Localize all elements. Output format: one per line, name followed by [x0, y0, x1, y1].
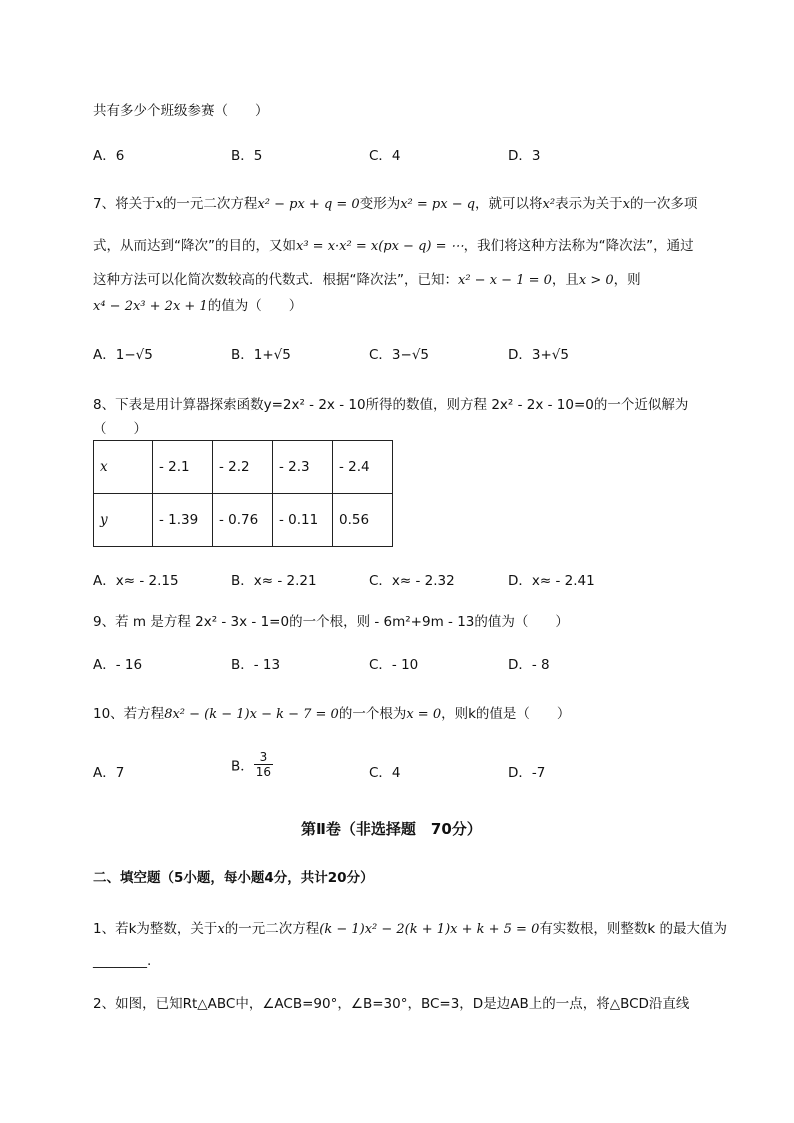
- q7-line-1: 7、将关于x的一元二次方程x² − px + q = 0变形为x² = px − q，就可以将x²表示为关于x的一次多项: [93, 196, 698, 212]
- q7-option-b[interactable]: B．1+√5: [231, 347, 291, 363]
- q6-option-c[interactable]: C．4: [369, 148, 401, 164]
- q10-option-a[interactable]: A．7: [93, 765, 125, 781]
- q7-option-d[interactable]: D．3+√5: [508, 347, 569, 363]
- fill-question-1: 1、若k为整数，关于x的一元二次方程(k − 1)x² − 2(k + 1)x + k + 5 = 0有实数根，则整数k 的最大值为: [93, 921, 727, 937]
- table-cell: - 2.2: [213, 441, 273, 494]
- q10-option-d[interactable]: D．-7: [508, 765, 546, 781]
- table-cell: 0.56: [333, 494, 393, 547]
- q7-option-a[interactable]: A．1−√5: [93, 347, 153, 363]
- q8-line-1: 8、下表是用计算器探索函数y=2x² - 2x - 10所得的数值，则方程 2x² - 2x - 10=0的一个近似解为: [93, 397, 689, 413]
- table-row: [94, 441, 393, 494]
- table-cell: - 2.1: [153, 441, 213, 494]
- q7-line-3: 这种方法可以化简次数较高的代数式．根据“降次法”，已知：x² − x − 1 = 0，且x > 0，则: [93, 272, 641, 288]
- q8-option-c[interactable]: C．x≈ - 2.32: [369, 573, 455, 589]
- fraction: [254, 750, 273, 779]
- q9-option-a[interactable]: A．- 16: [93, 657, 143, 673]
- q9-text: 9、若 m 是方程 2x² - 3x - 1=0的一个根，则 - 6m²+9m - 13的值为（ ）: [93, 614, 569, 630]
- q9-option-c[interactable]: C．- 10: [369, 657, 419, 673]
- q6-option-b[interactable]: B．5: [231, 148, 263, 164]
- q8-value-table: [93, 440, 393, 547]
- q8-option-a[interactable]: A．x≈ - 2.15: [93, 573, 179, 589]
- q8-line-2: （ ）: [93, 421, 147, 437]
- q9-option-d[interactable]: D．- 8: [508, 657, 550, 673]
- table-cell: - 0.11: [273, 494, 333, 547]
- table-row: [94, 494, 393, 547]
- q8-option-d[interactable]: D．x≈ - 2.41: [508, 573, 595, 589]
- section-heading: 二、填空题（5小题，每小题4分，共计20分）: [93, 870, 374, 886]
- fill-question-2: 2、如图，已知Rt△ABC中，∠ACB=90°，∠B=30°，BC=3，D是边AB上的一点，将△BCD沿直线: [93, 996, 690, 1012]
- table-header-x: x: [94, 441, 153, 494]
- answer-blank[interactable]: ________.: [93, 953, 152, 969]
- q6-option-d[interactable]: D．3: [508, 148, 541, 164]
- q8-option-b[interactable]: B．x≈ - 2.21: [231, 573, 317, 589]
- q10-option-b-label: B．: [231, 758, 254, 775]
- q7-line-2: 式，从而达到“降次”的目的，又如x³ = x·x² = x(px − q) = ⋯，我们将这种方法称为“降次法”，通过: [93, 238, 694, 254]
- table-cell: - 2.4: [333, 441, 393, 494]
- q7-line-4: x⁴ − 2x³ + 2x + 1的值为（ ）: [93, 298, 303, 314]
- q10-option-c[interactable]: C．4: [369, 765, 401, 781]
- fraction-numerator: 3: [254, 750, 273, 765]
- q7-option-c[interactable]: C．3−√5: [369, 347, 430, 363]
- q10-text: 10、若方程8x² − (k − 1)x − k − 7 = 0的一个根为x = 0，则k的值是（ ）: [93, 706, 571, 722]
- q10-option-b[interactable]: [231, 750, 273, 779]
- part-2-title: 第Ⅱ卷（非选择题 70分）: [301, 820, 482, 838]
- table-cell: - 2.3: [273, 441, 333, 494]
- fraction-denominator: 16: [255, 765, 272, 779]
- table-cell: - 1.39: [153, 494, 213, 547]
- table-cell: - 0.76: [213, 494, 273, 547]
- q6-option-a[interactable]: A．6: [93, 148, 125, 164]
- q9-option-b[interactable]: B．- 13: [231, 657, 281, 673]
- table-header-y: y: [94, 494, 153, 547]
- q6-text: 共有多少个班级参赛（ ）: [93, 103, 269, 119]
